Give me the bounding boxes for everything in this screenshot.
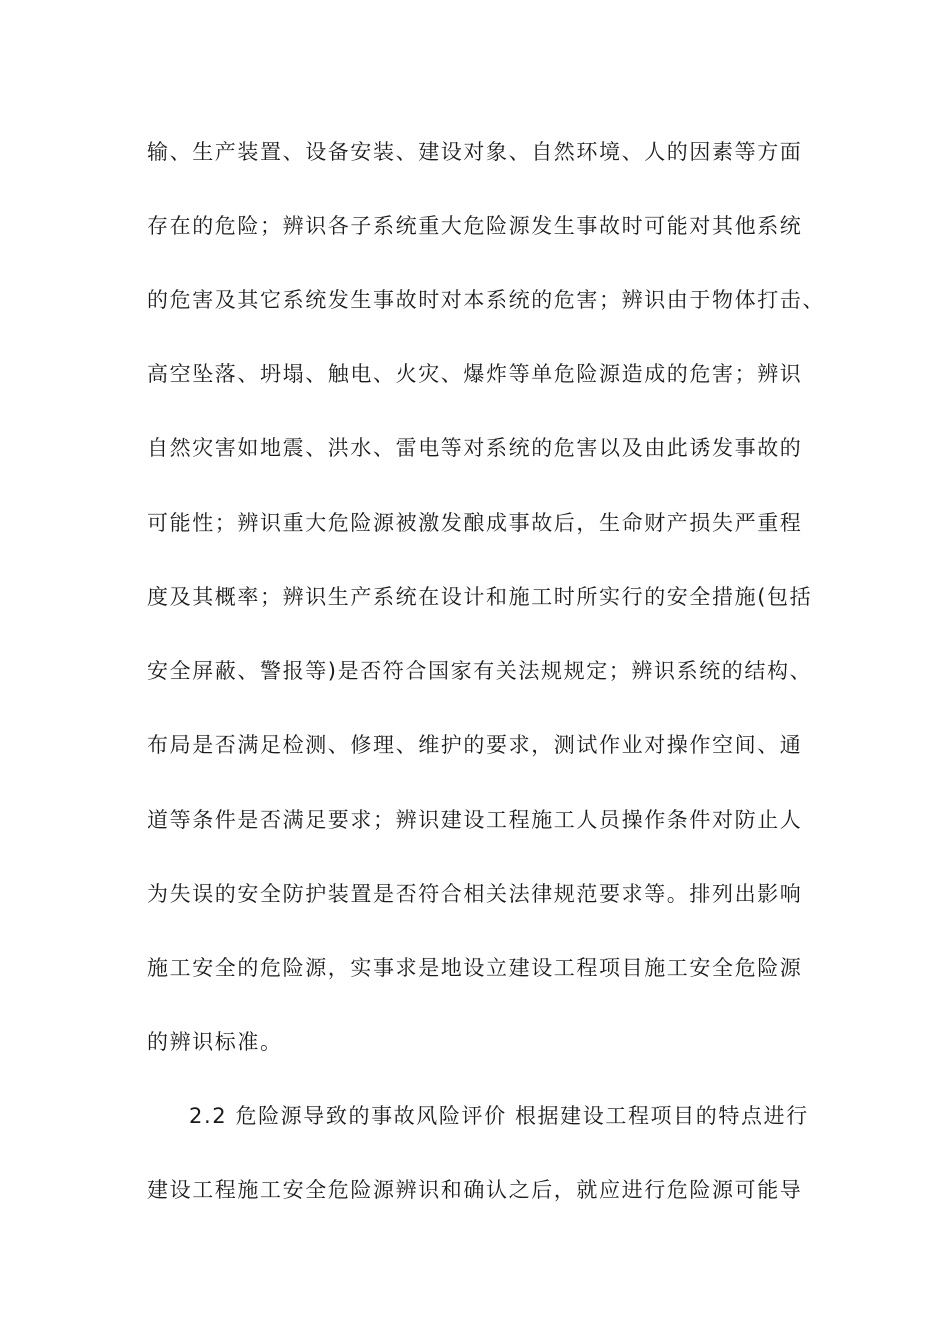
body-text-line: 可能性；辨识重大危险源被激发酿成事故后，生命财产损失严重程 — [147, 511, 803, 535]
body-text-line: 道等条件是否满足要求；辨识建设工程施工人员操作条件对防止人 — [147, 808, 803, 832]
body-text-line: 施工安全的危险源，实事求是地设立建设工程项目施工安全危险源 — [147, 956, 803, 980]
body-text-line: 建设工程施工安全危险源辨识和确认之后，就应进行危险源可能导 — [147, 1178, 803, 1202]
body-text-line: 为失误的安全防护装置是否符合相关法律规范要求等。排列出影响 — [147, 882, 803, 906]
body-text-line: 输、生产装置、设备安装、建设对象、自然环境、人的因素等方面 — [147, 140, 803, 164]
body-text-line: 安全屏蔽、警报等)是否符合国家有关法规规定；辨识系统的结构、 — [147, 659, 813, 683]
body-text-line: 的危害及其它系统发生事故时对本系统的危害；辨识由于物体打击、 — [147, 288, 825, 312]
body-text-line: 自然灾害如地震、洪水、雷电等对系统的危害以及由此诱发事故的 — [147, 436, 803, 460]
body-text-line: 度及其概率；辨识生产系统在设计和施工时所实行的安全措施(包括 — [147, 585, 813, 609]
body-text-line: 布局是否满足检测、修理、维护的要求，测试作业对操作空间、通 — [147, 733, 803, 757]
body-text-line: 高空坠落、坍塌、触电、火灾、爆炸等单危险源造成的危害；辨识 — [147, 362, 803, 386]
body-text-line: 存在的危险；辨识各子系统重大危险源发生事故时可能对其他系统 — [147, 214, 803, 238]
section-heading-line: 2.2 危险源导致的事故风险评价 根据建设工程项目的特点进行 — [189, 1104, 809, 1128]
body-text-line: 的辨识标准。 — [147, 1030, 283, 1054]
